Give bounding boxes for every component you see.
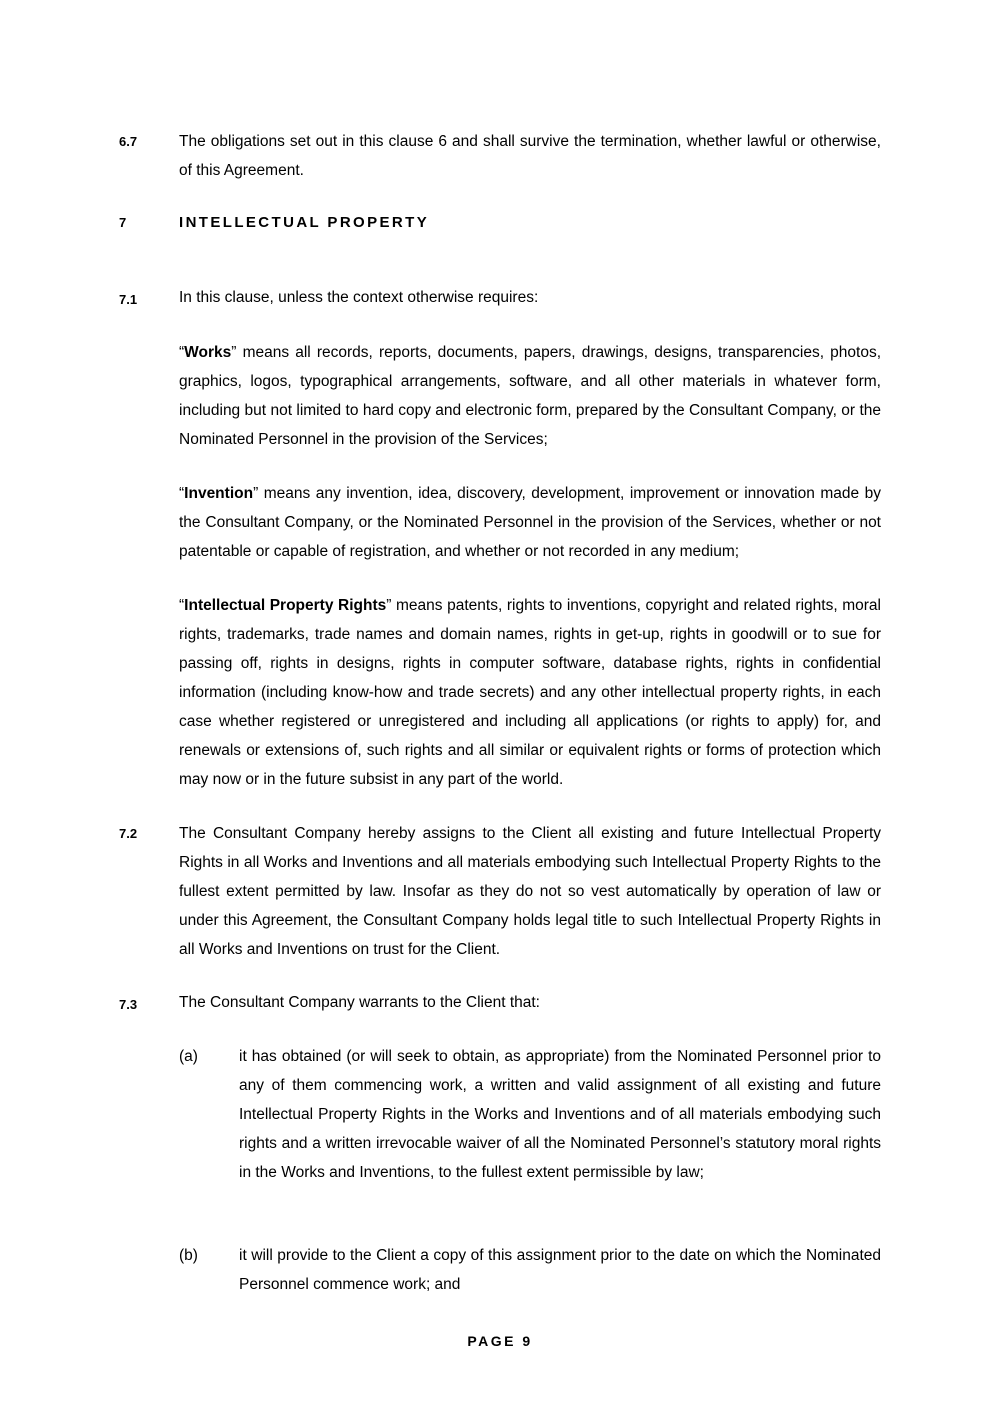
definition-intellectual-property-rights: “Intellectual Property Rights” means patents, rights to inventions, copyright and related rights, moral rights, trademarks, trade names and domain names, rights in get-up, rights in goodwill or to sue for passing off, rights in designs, rights in computer software, database rights, rights in confidential information (including know-how and trade secrets) and any other intellectual property rights, in each case whether registered or unregistered and including all applications (or rights to apply) for, and renewals or extensions of, such rights and all similar or equivalent rights or forms of protection which may now or in the future subsist in any part of the world. [179,597,881,788]
sub-item-label-b: (b) [179,1247,198,1264]
clause-number-6-7: 6.7 [119,134,138,149]
sub-item-b-text: it will provide to the Client a copy of this assignment prior to the date on which the Nominated Personnel commence work; and [239,1247,881,1293]
clause-7-2-text: The Consultant Company hereby assigns to the Client all existing and future Intellectual Property Rights in all Works and Inventions and all materials embodying such Intellectual Property Rights to the fullest extent permitted by law. Insofar as they do not so vest automatically by operation of law or under this Agreement, the Consultant Company holds legal title to such Intellectual Property Rights in all Works and Inventions on trust for the Client. [179,825,881,958]
section-heading: INTELLECTUAL PROPERTY [179,214,430,231]
definition-works: “Works” means all records, reports, documents, papers, drawings, designs, transparencies, photos, graphics, logos, typographical arrangements, software, and all other materials in whatever form, including but not limited to hard copy and electronic form, prepared by the Consultant Company, or the Nominated Personnel in the provision of the Services; [179,344,881,448]
clause-number-7-1: 7.1 [119,292,138,307]
clause-7-3-intro: The Consultant Company warrants to the Client that: [179,994,540,1011]
sub-item-a-text: it has obtained (or will seek to obtain, as appropriate) from the Nominated Personnel prior to any of them commencing work, a written and valid assignment of all existing and future Intellectual Property Rights in the Works and Inventions and of all materials embodying such rights and a written irrevocable waiver of all the Nominated Personnel’s statutory moral rights in the Works and Inventions, to the fullest extent permissible by law; [239,1048,881,1181]
definition-invention: “Invention” means any invention, idea, discovery, development, improvement or innovation made by the Consultant Company, or the Nominated Personnel in the provision of the Services, whether or not patentable or capable of registration, and whether or not recorded in any medium; [179,485,881,560]
clause-7-1-intro: In this clause, unless the context otherwise requires: [179,289,539,306]
clause-number-7-3: 7.3 [119,997,138,1012]
definition-term: Works [184,344,232,361]
definition-text: means any invention, idea, discovery, development, improvement or innovation made by the Consultant Company, or the Nominated Personnel in the provision of the Services, whether or not patentable or capable of registration, and whether or not recorded in any medium; [179,485,881,560]
clause-6-7-text: The obligations set out in this clause 6 and shall survive the termination, whether lawful or otherwise, of this Agreement. [179,133,881,179]
clause-number-7-2: 7.2 [119,826,138,841]
definition-term: Invention [184,485,254,502]
definition-text: means patents, rights to inventions, copyright and related rights, moral rights, trademarks, trade names and domain names, rights in get-up, rights in goodwill or to sue for passing off, rights in designs, rights in computer software, database rights, rights in confidential information (including know-how and trade secrets) and any other intellectual property rights, in each case whether registered or unregistered and including all applications (or rights to apply) for, and renewals or extensions of, such rights and all similar or equivalent rights or forms of protection which may now or in the future subsist in any part of the world. [179,597,881,788]
definition-text: means all records, reports, documents, papers, drawings, designs, transparencies, photos, graphics, logos, typographical arrangements, software, and all other materials in whatever form, including but not limited to hard copy and electronic form, prepared by the Consultant Company, or the Nominated Personnel in the provision of the Services; [179,344,881,448]
sub-item-label-a: (a) [179,1048,198,1065]
section-number-7: 7 [119,215,127,230]
definition-term: Intellectual Property Rights [184,597,387,614]
page-number-footer: PAGE 9 [467,1333,533,1349]
